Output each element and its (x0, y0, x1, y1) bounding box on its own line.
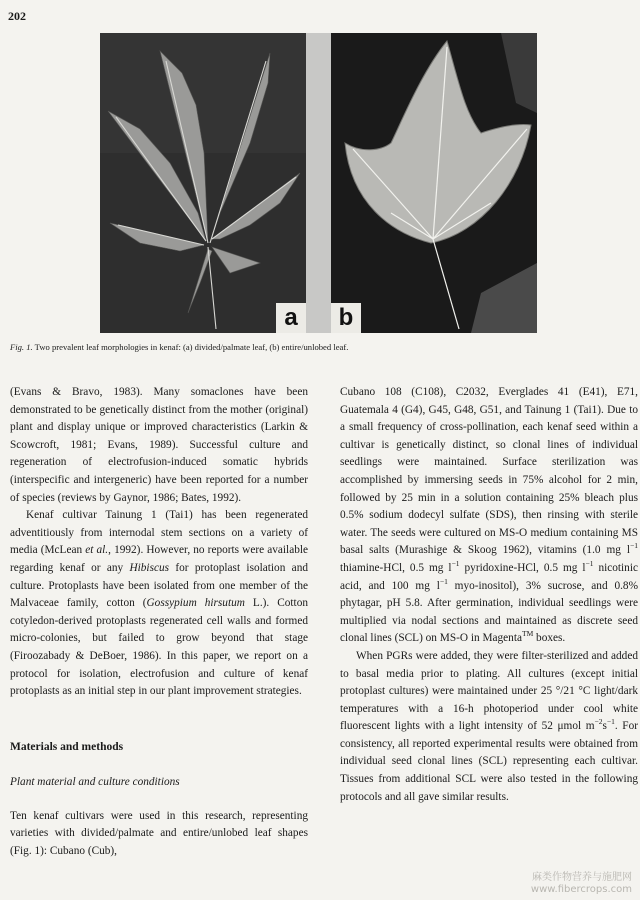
right-column (340, 384, 638, 806)
figure-caption-text: Two prevalent leaf morphologies in kenaf: (a) divided/palmate leaf, (b) entire/unlobed leaf. (32, 342, 349, 352)
text-span: L.). Cotton cotyledon-derived protoplasts regenerated cell walls and formed micro-colonies, but failed to grow beyond that stage (Firoozabady & DeBoer, 1986). In this paper, we report on a protocol for isolation, electrofusion and culture of kenaf protoplasts as an initial step in our plant improvement strategies. (10, 597, 308, 698)
trademark-superscript: TM (521, 629, 534, 639)
superscript: −1 (585, 559, 594, 569)
watermark-line-2: www.fibercrops.com (530, 884, 632, 895)
watermark (531, 872, 632, 896)
right-paragraph-1 (340, 384, 638, 648)
figure-caption-label: Fig. 1. (10, 342, 33, 352)
figure-panel-a (100, 33, 306, 333)
figure-caption (10, 341, 570, 353)
superscript: −1 (451, 559, 460, 569)
superscript: −1 (630, 541, 638, 551)
text-span: for protoplast isolation and culture. Protoplasts have been isolated from one member of the Malvaceae family, cotton ( (10, 561, 308, 610)
italic-genus: Hibiscus (129, 561, 170, 574)
figure-1 (100, 33, 537, 333)
superscript: −1 (606, 717, 615, 727)
italic-species: Gossypium hirsutum (146, 597, 245, 610)
palmate-leaf-image (100, 33, 306, 333)
figure-panel-b (331, 33, 537, 333)
text-span: Kenaf cultivar Tainung 1 (Tai1) has been regenerated adventitiously from internodal stem sections on a variety of media (McLean (10, 509, 308, 557)
panel-b-label: b (331, 303, 361, 333)
text-span: , 1992). However, no reports were available regarding kenaf or any (10, 544, 309, 574)
text-span: s (602, 720, 607, 733)
superscript: −2 (594, 717, 603, 727)
page-number: 202 (8, 9, 26, 23)
text-span: thiamine-HCl, 0.5 mg l (340, 561, 452, 574)
text-span: boxes. (533, 632, 566, 645)
section-heading: Materials and methods (10, 740, 124, 753)
text-span: pyridoxine-HCl, 0.5 mg l (459, 561, 586, 574)
text-span: When PGRs were added, they were filter-sterilized and added to basal media prior to plating. All cultures (except initial protoplast cultures) were maintained under 25 °/21 °C light/dark temperatures with a 16-h photoperiod under cool white fluorescent lights with a light intensity of 52 μmol m (340, 649, 638, 733)
left-column (10, 384, 308, 861)
italic-etal: et al. (85, 544, 109, 557)
left-paragraph-3: Ten kenaf cultivars were used in this research, representing varieties with divided/palmate and entire/unlobed leaf shapes (Fig. 1): Cubano (Cub), (10, 809, 308, 858)
section-subheading: Plant material and culture conditions (10, 776, 180, 789)
superscript: −1 (439, 576, 448, 586)
text-span: nicotinic acid, and 100 mg l (340, 561, 638, 592)
left-paragraph-2 (10, 507, 308, 701)
text-span: myo-inositol), 3% sucrose, and 0.8% phytagar, pH 5.8. After germination, individual seedlings were multiplied via nodal sections and maintained as discrete seed clonal lines (SCL) on MS-O in Magenta (340, 579, 638, 645)
entire-leaf-image (331, 33, 537, 333)
right-paragraph-2 (340, 648, 638, 806)
panel-a-label: a (276, 303, 306, 333)
left-paragraph-1: (Evans & Bravo, 1983). Many somaclones have been demonstrated to be genetically distinct from the mother (original) plant and display unique or improved characteristics (Larkin & Scowcroft, 1981; Evans, 1989). Successful culture and regeneration of electrofusion-induced somatic hybrids (interspecific and intergeneric) have been reported for a number of species (reviews by Gaynor, 1986; Bates, 1992). (10, 386, 308, 504)
text-span: Cubano 108 (C108), C2032, Everglades 41 (E41), E71, Guatemala 4 (G4), G45, G48, G51, and Tainung 1 (Tai1). Due to a small frequency of cross-pollination, each kenaf seed within a cultivar is genetically distinct, so clonal lines of individual seedlings were maintained. Surface sterilization was accomplished by immersing seeds in 75% alcohol for 2 min, followed by 25 min in a solution containing 25% bleach plus 0.5% sodium dodecyl sulfate (SDS), then rinsing with sterile water. The seeds were cultured on MS-O medium containing MS basal salts (Murashige & Skoog 1962), vitamins (1.0 mg l (340, 386, 638, 557)
watermark-line-1: 麻类作物营养与施肥网 (532, 872, 632, 883)
text-span: . For consistency, all reported experimental results were obtained from individual seed clonal lines (SCL) representing each cultivar. Tissues from additional SCL were also tested in the following protocols and all gave similar results. (340, 720, 639, 803)
figure-panel-divider (306, 33, 331, 333)
